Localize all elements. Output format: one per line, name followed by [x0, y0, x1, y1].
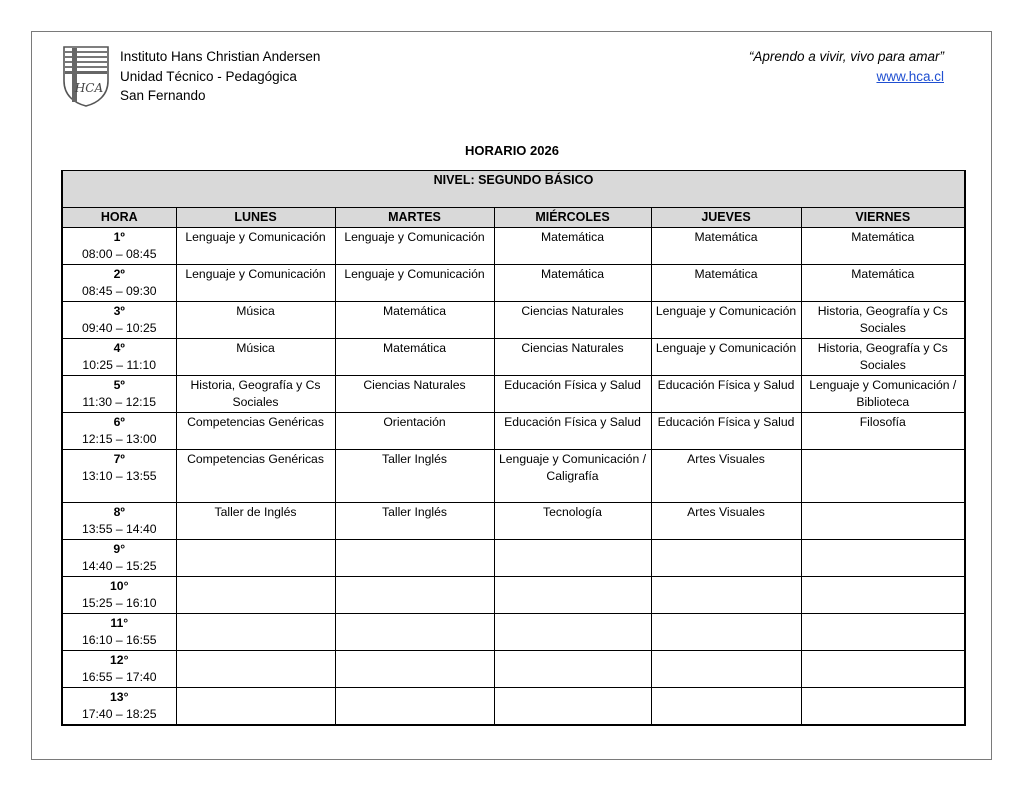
subject-cell-martes: Taller Inglés [335, 450, 494, 503]
hour-number: 2º [113, 267, 125, 281]
column-header-lunes: LUNES [176, 208, 335, 228]
subject-cell-lunes: Lenguaje y Comunicación [176, 228, 335, 265]
table-row [62, 228, 965, 265]
subject-cell-jueves [651, 688, 801, 726]
subject-cell-viernes: Matemática [801, 228, 965, 265]
subject-cell-lunes [176, 540, 335, 577]
hour-time: 08:45 – 09:30 [81, 284, 157, 298]
website-link[interactable]: www.hca.cl [876, 68, 944, 84]
subject-cell-miercoles [494, 688, 651, 726]
hour-number: 12° [110, 653, 129, 667]
institution-block [120, 47, 320, 106]
hour-time: 16:55 – 17:40 [81, 670, 157, 684]
subject-cell-lunes: Taller de Inglés [176, 503, 335, 540]
hour-number: 11° [110, 616, 129, 630]
table-row [62, 413, 965, 450]
subject-cell-lunes [176, 651, 335, 688]
subject-cell-jueves: Matemática [651, 265, 801, 302]
hour-number: 13° [110, 690, 129, 704]
subject-cell-miercoles: Educación Física y Salud [494, 413, 651, 450]
hour-cell [62, 540, 176, 577]
hour-number: 7º [113, 452, 125, 466]
subject-cell-martes [335, 688, 494, 726]
hour-cell [62, 413, 176, 450]
hour-number: 8º [113, 505, 125, 519]
subject-cell-miercoles: Tecnología [494, 503, 651, 540]
hour-number: 10° [110, 579, 129, 593]
hour-number: 4º [113, 341, 125, 355]
hour-time: 13:55 – 14:40 [81, 522, 157, 536]
hour-cell [62, 376, 176, 413]
subject-cell-viernes [801, 540, 965, 577]
table-row [62, 688, 965, 726]
subject-cell-martes [335, 651, 494, 688]
subject-cell-martes: Matemática [335, 339, 494, 376]
subject-cell-viernes: Historia, Geografía y Cs Sociales [801, 339, 965, 376]
hour-time: 16:10 – 16:55 [81, 633, 157, 647]
hour-cell [62, 339, 176, 376]
subject-cell-jueves: Lenguaje y Comunicación [651, 339, 801, 376]
hour-cell [62, 265, 176, 302]
table-row [62, 339, 965, 376]
subject-cell-lunes [176, 688, 335, 726]
hour-time: 13:10 – 13:55 [81, 469, 157, 483]
subject-cell-miercoles: Matemática [494, 265, 651, 302]
level-row [62, 171, 965, 208]
hour-cell [62, 503, 176, 540]
unit-name: Unidad Técnico - Pedagógica [120, 68, 297, 84]
school-crest-logo [62, 45, 110, 107]
subject-cell-miercoles [494, 540, 651, 577]
subject-cell-lunes: Historia, Geografía y Cs Sociales [176, 376, 335, 413]
institution-name: Instituto Hans Christian Andersen [120, 49, 321, 64]
subject-cell-martes [335, 577, 494, 614]
subject-cell-martes: Orientación [335, 413, 494, 450]
hour-cell [62, 577, 176, 614]
table-row [62, 651, 965, 688]
subject-cell-jueves [651, 540, 801, 577]
subject-cell-jueves [651, 577, 801, 614]
subject-cell-miercoles: Lenguaje y Comunicación / Caligrafía [494, 450, 651, 503]
subject-cell-viernes: Historia, Geografía y Cs Sociales [801, 302, 965, 339]
subject-cell-martes: Taller Inglés [335, 503, 494, 540]
subject-cell-viernes: Lenguaje y Comunicación / Biblioteca [801, 376, 965, 413]
subject-cell-miercoles [494, 651, 651, 688]
table-row [62, 265, 965, 302]
hour-cell [62, 614, 176, 651]
subject-cell-lunes: Competencias Genéricas [176, 450, 335, 503]
subject-cell-miercoles: Ciencias Naturales [494, 339, 651, 376]
hour-cell [62, 302, 176, 339]
table-row [62, 614, 965, 651]
city-name: San Fernando [120, 88, 206, 103]
svg-text:HCA: HCA [74, 81, 104, 95]
column-header-miercoles: MIÉRCOLES [494, 208, 651, 228]
subject-cell-viernes [801, 614, 965, 651]
schedule-body [62, 228, 965, 726]
motto-block [749, 47, 944, 86]
hour-time: 17:40 – 18:25 [81, 707, 157, 721]
subject-cell-jueves: Matemática [651, 228, 801, 265]
subject-cell-martes: Ciencias Naturales [335, 376, 494, 413]
page-title: HORARIO 2026 [465, 143, 559, 158]
hour-time: 08:00 – 08:45 [81, 247, 157, 261]
column-header-jueves: JUEVES [651, 208, 801, 228]
subject-cell-viernes [801, 450, 965, 503]
table-row [62, 376, 965, 413]
subject-cell-viernes: Matemática [801, 265, 965, 302]
subject-cell-miercoles: Matemática [494, 228, 651, 265]
hour-number: 5º [113, 378, 125, 392]
subject-cell-miercoles [494, 614, 651, 651]
subject-cell-viernes [801, 688, 965, 726]
subject-cell-lunes: Música [176, 339, 335, 376]
column-header-martes: MARTES [335, 208, 494, 228]
subject-cell-jueves [651, 614, 801, 651]
subject-cell-jueves: Educación Física y Salud [651, 413, 801, 450]
hour-number: 6º [113, 415, 125, 429]
subject-cell-martes: Lenguaje y Comunicación [335, 265, 494, 302]
hour-cell [62, 651, 176, 688]
table-row [62, 577, 965, 614]
subject-cell-jueves: Artes Visuales [651, 503, 801, 540]
hour-number: 3º [113, 304, 125, 318]
hour-time: 12:15 – 13:00 [81, 432, 157, 446]
subject-cell-martes [335, 614, 494, 651]
subject-cell-jueves: Educación Física y Salud [651, 376, 801, 413]
subject-cell-miercoles: Ciencias Naturales [494, 302, 651, 339]
hour-cell [62, 688, 176, 726]
column-header-hora: HORA [62, 208, 176, 228]
table-row [62, 540, 965, 577]
days-header-row [62, 208, 965, 228]
schedule-table [61, 170, 966, 726]
table-row [62, 302, 965, 339]
subject-cell-lunes: Lenguaje y Comunicación [176, 265, 335, 302]
level-header: NIVEL: SEGUNDO BÁSICO [62, 171, 965, 208]
subject-cell-lunes: Música [176, 302, 335, 339]
subject-cell-jueves [651, 651, 801, 688]
hour-time: 10:25 – 11:10 [82, 358, 157, 372]
subject-cell-jueves: Artes Visuales [651, 450, 801, 503]
subject-cell-viernes [801, 577, 965, 614]
hour-cell [62, 450, 176, 503]
subject-cell-lunes: Competencias Genéricas [176, 413, 335, 450]
hour-time: 15:25 – 16:10 [81, 596, 157, 610]
subject-cell-miercoles: Educación Física y Salud [494, 376, 651, 413]
hour-number: 1º [113, 230, 125, 244]
table-row [62, 503, 965, 540]
hour-number: 9° [113, 542, 126, 556]
hour-time: 11:30 – 12:15 [82, 395, 157, 409]
subject-cell-viernes [801, 651, 965, 688]
subject-cell-viernes [801, 503, 965, 540]
subject-cell-lunes [176, 577, 335, 614]
column-header-viernes: VIERNES [801, 208, 965, 228]
subject-cell-miercoles [494, 577, 651, 614]
motto-text: “Aprendo a vivir, vivo para amar” [748, 49, 944, 64]
subject-cell-lunes [176, 614, 335, 651]
subject-cell-martes: Matemática [335, 302, 494, 339]
subject-cell-viernes: Filosofía [801, 413, 965, 450]
table-row [62, 450, 965, 503]
hour-time: 09:40 – 10:25 [81, 321, 157, 335]
subject-cell-martes [335, 540, 494, 577]
subject-cell-martes: Lenguaje y Comunicación [335, 228, 494, 265]
subject-cell-jueves: Lenguaje y Comunicación [651, 302, 801, 339]
hour-cell [62, 228, 176, 265]
hour-time: 14:40 – 15:25 [81, 559, 157, 573]
